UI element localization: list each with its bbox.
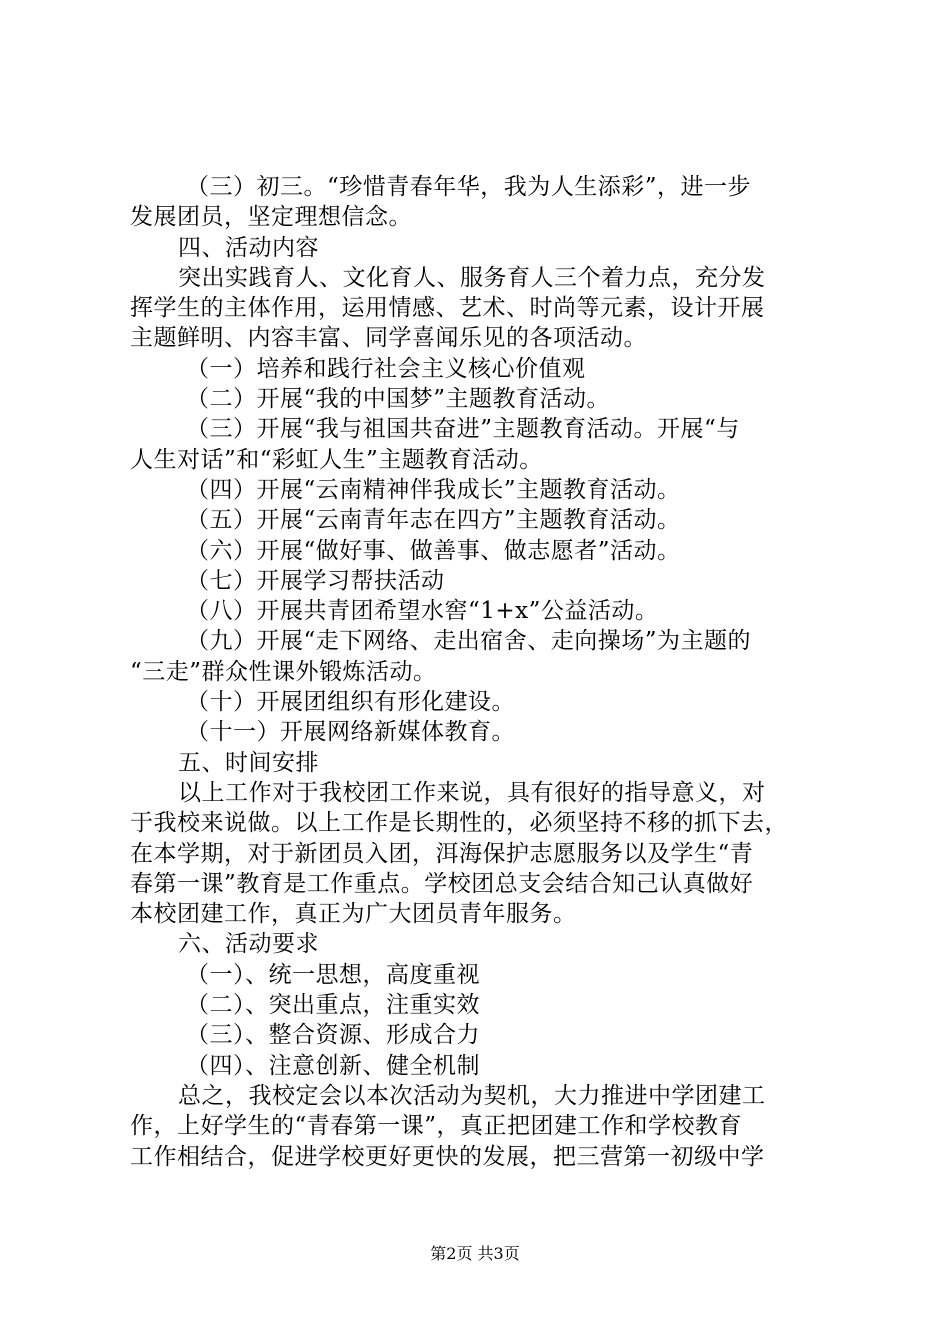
section-heading: 四、活动内容 — [178, 234, 319, 261]
paragraph-line: 主题鲜明、内容丰富、同学喜闻乐见的各项活动。 — [130, 325, 647, 352]
paragraph-line: （三）初三。“珍惜青春年华，我为人生添彩”，进一步 — [186, 174, 752, 200]
section-heading: 五、时间安排 — [178, 749, 319, 776]
paragraph-line: “三走”群众性课外锻炼活动。 — [130, 658, 437, 685]
paragraph-line: 作，上好学生的“青春第一课”，真正把团建工作和学校教育 — [130, 1113, 743, 1140]
paragraph-line: 以上工作对于我校团工作来说，具有很好的指导意义，对 — [178, 779, 766, 806]
page-footer: 第2页 共3页 — [430, 1244, 520, 1263]
list-item: （三）开展“我与祖国共奋进”主题教育活动。开展“与 — [186, 416, 740, 443]
list-item: （四）、注意创新、健全机制 — [186, 1052, 480, 1079]
list-item: （六）开展“做好事、做善事、做志愿者”活动。 — [186, 537, 681, 564]
paragraph-line: 于我校来说做。以上工作是长期性的，必须坚持不移的抓下去， — [130, 810, 788, 837]
paragraph-line: 工作相结合，促进学校更好更快的发展，把三营第一初级中学 — [130, 1143, 765, 1170]
section-heading: 六、活动要求 — [178, 931, 319, 958]
list-item: （九）开展“走下网络、走出宿舍、走向操场”为主题的 — [186, 628, 752, 655]
document-body — [130, 172, 835, 1172]
paragraph-line: 本校团建工作，真正为广大团员青年服务。 — [130, 901, 577, 928]
paragraph-line: 突出实践育人、文化育人、服务育人三个着力点，充分发 — [178, 264, 766, 291]
list-item: （十）开展团组织有形化建设。 — [186, 689, 515, 716]
list-item: （八）开展共青团希望水窖“1+x”公益活动。 — [186, 598, 659, 625]
list-item: （二）开展“我的中国梦”主题教育活动。 — [186, 386, 611, 413]
paragraph-line: 挥学生的主体作用，运用情感、艺术、时尚等元素，设计开展 — [130, 295, 765, 322]
list-item: （二）、突出重点，注重实效 — [186, 992, 480, 1019]
list-item: （三）、整合资源、形成合力 — [186, 1022, 480, 1049]
list-item: （一）、统一思想，高度重视 — [186, 961, 480, 988]
paragraph-line: 春第一课”教育是工作重点。学校团总支会结合知己认真做好 — [130, 870, 754, 897]
list-item: （五）开展“云南青年志在四方”主题教育活动。 — [186, 507, 681, 534]
list-item: （四）开展“云南精神伴我成长”主题教育活动。 — [186, 476, 681, 503]
paragraph-line: 总之，我校定会以本次活动为契机，大力推进中学团建工 — [178, 1082, 766, 1109]
paragraph-line: 发展团员，坚定理想信念。 — [130, 204, 412, 231]
paragraph-line: 人生对话”和“彩虹人生”主题教育活动。 — [130, 446, 543, 473]
paragraph-line: 在本学期，对于新团员入团，洱海保护志愿服务以及学生“青 — [130, 840, 754, 867]
list-item: （七）开展学习帮扶活动 — [186, 567, 445, 594]
list-item: （一）培养和践行社会主义核心价值观 — [186, 355, 586, 382]
list-item: （十一）开展网络新媒体教育。 — [186, 719, 515, 746]
